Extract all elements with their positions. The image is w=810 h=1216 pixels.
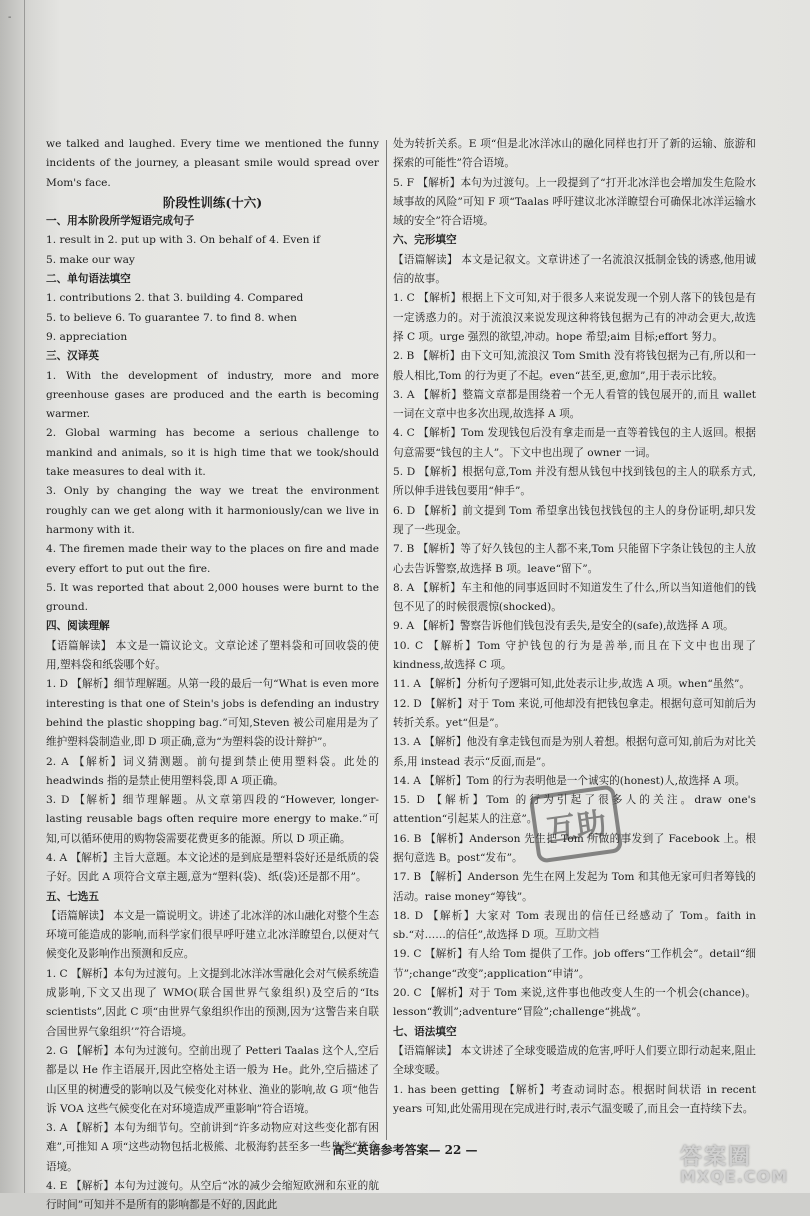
answer-line: 1. result in 2. put up with 3. On behalf of 4. Even if: [46, 234, 321, 247]
answer-item: 1. With the development of industry, more and more greenhouse gases are produced and the earth is becoming warmer.: [46, 369, 379, 421]
answer-item: 16. B 【解析】Anderson 先生把 Tom 所做的事发到了 Facebook 上。根据句意选 B。post“发布”。: [393, 832, 756, 864]
column-divider: [386, 140, 387, 1140]
answer-item: 4. C 【解析】Tom 发现钱包后没有拿走而是一直等着钱包的主人返回。根据句意需要“钱包的主人”。下文中也出现了 owner 一词。: [393, 427, 756, 459]
section-heading-grammar: 二、单句语法填空: [46, 273, 131, 286]
answer-continued: 处为转折关系。E 项“但是北冰洋冰山的融化同样也打开了新的运输、旅游和探索的可能性”符合语境。: [393, 138, 756, 170]
answer-item: 2. B 【解析】由下文可知,流浪汉 Tom Smith 没有将钱包据为己有,所以和一般人相比,Tom 的行为更了不起。even“甚至,更,愈加”,用于表示比较。: [393, 350, 756, 382]
section-title: 阶段性训练(十六): [162, 194, 263, 210]
answer-item: 5. F 【解析】本句为过渡句。上一段提到了“打开北冰洋也会增加发生危险水域事故的风险”可知 F 项“Taalas 呼吁建议北冰洋瞭望台可确保北冰洋运输水域的安全”符合语境。: [393, 176, 756, 228]
answer-item: 13. A 【解析】他没有拿走钱包而是为别人着想。根据句意可知,前后为对比关系,用 instead 表示“反面,而是”。: [393, 736, 757, 768]
section-heading-reading: 四、阅读理解: [46, 620, 110, 633]
answer-item: 4. A 【解析】主旨大意题。本文论述的是到底是塑料袋好还是纸质的袋子好。因此 A 项符合文章主题,意为“塑料(袋)、纸(袋)还是都不用”。: [46, 851, 379, 884]
answer-item: 6. D 【解析】前文提到 Tom 希望拿出钱包找钱包的主人的身份证明,却只发现了一些现金。: [393, 504, 756, 536]
watermark-title: 答案圈: [680, 1145, 753, 1170]
answer-item: 14. A 【解析】Tom 的行为表明他是一个诚实的(honest)人,故选择 A 项。: [393, 774, 746, 787]
intro-text: we talked and laughed. Every time we mentioned the funny incidents of the journey, a pleasant smile would spread over Mom's face.: [46, 138, 379, 189]
passage-note: 【语篇解读】 本文是记叙文。文章讲述了一名流浪汉抵制金钱的诱惑,他用诚信的故事。: [393, 253, 756, 286]
answer-item: 18. D 【解析】大家对 Tom 表现出的信任已经感动了 Tom。faith in sb.“对……的信任”,故选择 D 项。: [393, 909, 756, 942]
answer-item: 4. E 【解析】本句为过渡句。从空后“冰的减少会缩短欧洲和东亚的航行时间”可知并不是所有的影响都是不好的,因此此: [46, 1180, 379, 1212]
answer-item: 3. Only by changing the way we treat the environment roughly can we get along with it harmoniously/can we live in harmony with it.: [46, 485, 379, 536]
answer-item: 8. A 【解析】车主和他的同事返回时不知道发生了什么,所以当知道他们的钱包不见了的时候很震惊(shocked)。: [393, 581, 756, 614]
section-heading-phrases: 一、用本阶段所学短语完成句子: [46, 215, 195, 228]
answer-item: 2. A 【解析】词义猜测题。前句提到禁止使用塑料袋。此处的 headwinds 指的是禁止使用塑料袋,即 A 项正确。: [46, 755, 379, 787]
section-heading-translation: 三、汉译英: [46, 350, 99, 363]
answer-item: 10. C 【解析】Tom 守护钱包的行为是善举,而且在下文中也出现了 kindness,故选择 C 项。: [393, 639, 756, 672]
answer-item: 9. A 【解析】警察告诉他们钱包没有丢失,是安全的(safe),故选择 A 项。: [393, 620, 734, 633]
answer-item: 1. has been getting 【解析】考查动词时态。根据时间状语 in recent years 可知,此处需用现在完成进行时,表示气温变暖了,而且会一直持续下去。: [393, 1083, 756, 1115]
answer-item: 1. C 【解析】本句为过渡句。上文提到北冰洋冰雪融化会对气候系统造成影响,下文又出现了 WMO(联合国世界气象组织)及空后的“Its scientists”,因此 C 项“由世界气象组织作出的预测,因为‘这警告来自联合国世界气象组织’”符合语境。: [46, 967, 379, 1038]
left-column: [46, 135, 379, 1216]
watermark-url: MXQE.COM: [680, 1167, 789, 1186]
answer-line: 5. make our way: [46, 253, 135, 266]
answer-item: 17. B 【解析】Anderson 先生在网上发起为 Tom 和其他无家可归者筹钱的活动。raise money“筹钱”。: [393, 871, 756, 903]
section-heading-cloze: 六、完形填空: [393, 234, 457, 247]
binding-line: [24, 0, 25, 1193]
answer-item: 3. A 【解析】整篇文章都是围绕着一个无人看管的钱包展开的,而且 wallet 一词在文章中也多次出现,故选择 A 项。: [393, 388, 756, 421]
answer-item: 7. B 【解析】等了好久钱包的主人都不来,Tom 只能留下字条让钱包的主人放心去告诉警察,故选择 B 项。leave“留下”。: [393, 543, 756, 575]
answer-line: 9. appreciation: [46, 330, 128, 343]
answer-item: 5. It was reported that about 2,000 houses were burnt to the ground.: [46, 581, 379, 614]
passage-note: 【语篇解读】 本文是一篇说明文。讲述了北冰洋的冰山融化对整个生态环境可能造成的影响,而科学家们很早呼吁建立北冰洋瞭望台,以便对气候变化及影响作出预测和反应。: [46, 909, 379, 961]
corner-mark: -: [8, 12, 12, 23]
passage-note: 【语篇解读】 本文讲述了全球变暖造成的危害,呼吁人们要立即行动起来,阻止全球变暖。: [393, 1044, 756, 1077]
passage-note: 【语篇解读】 本文是一篇议论文。文章论述了塑料袋和可回收袋的使用,塑料袋和纸袋哪个好。: [46, 639, 379, 672]
answer-item: 11. A 【解析】分析句子逻辑可知,此处表示让步,故选 A 项。when“虽然”。: [393, 678, 751, 691]
answer-item: 3. A 【解析】本句为细节句。空前讲到“许多动物应对这些变化都有困难”,可推知 A 项“这些动物包括北极熊、北极海豹甚至多一些鸟类”符合语境。: [46, 1122, 379, 1173]
answer-item: 2. Global warming has become a serious challenge to mankind and animals, so it is high time that we took/should take measures to deal with it.: [46, 427, 379, 479]
answer-item: 2. G 【解析】本句为过渡句。空前出现了 Petteri Taalas 这个人,空后都是以 He 作主语展开,因此空格处主语一般为 He。此外,空后描述了山区里的树遭受的影响以及气候变化对林业、渔业的影响,故 G 项“他告诉 VOA 这些气候变化在对环境造成严重影响”符合语境。: [46, 1044, 379, 1115]
answer-item: 20. C 【解析】对于 Tom 来说,这件事也他改变人生的一个机会(chance)。lesson“教训”;adventure“冒险”;challenge“挑战”。: [393, 987, 756, 1019]
right-column: [393, 135, 756, 1119]
answer-item: 5. D 【解析】根据句意,Tom 并没有想从钱包中找到钱包的主人的联系方式,所以伸手进钱包要用“伸手”。: [393, 466, 756, 498]
page-footer: 高二英语参考答案— 22 —: [332, 1143, 478, 1157]
answer-item: 19. C 【解析】有人给 Tom 提供了工作。job offers“工作机会”。detail“细节”;change“改变”;application“申请”。: [393, 948, 756, 980]
answer-item: 1. C 【解析】根据上下文可知,对于很多人来说发现一个别人落下的钱包是有一定诱惑力的。对于流浪汉来说发现这种将钱包据为己有的冲动会更大,故选择 C 项。urge 强烈的欲望,冲动。hope 希望;aim 目标;effort 努力。: [393, 292, 756, 343]
section-heading-grammar-fill: 七、语法填空: [393, 1025, 457, 1038]
answer-item: 1. D 【解析】细节理解题。从第一段的最后一句“What is even more interesting is that one of Stein's jobs is defending an industry behind the plastic shopping bag.”可知,Steven 被公司雇用是为了维护塑料袋制造业,即 D 项正确,意为“为塑料袋的设计辩护”。: [46, 678, 379, 749]
answer-item: 4. The firemen made their way to the places on fire and made every effort to put out the fire.: [46, 543, 379, 575]
stamp-logo: 互助: [529, 784, 624, 863]
answer-item: 15. D 【解析】Tom 的行为引起了很多人的关注。draw one's attention“引起某人的注意”。: [393, 794, 756, 826]
answer-item: 12. D 【解析】对于 Tom 来说,可他却没有把钱包拿走。根据句意可知前后为转折关系。yet“但是”。: [393, 697, 756, 729]
answer-line: 1. contributions 2. that 3. building 4. Compared: [46, 292, 304, 305]
answer-line: 5. to believe 6. To guarantee 7. to find 8. when: [46, 311, 297, 324]
stamp-subtext: 互助文档: [555, 927, 599, 940]
answer-item: 3. D 【解析】细节理解题。从文章第四段的“However, longer-lasting reusable bags often require more energy to make.”可知,可以循环使用的购物袋需要花费更多的能源。所以 D 项正确。: [46, 794, 379, 845]
section-heading-seven-five: 五、七选五: [46, 890, 99, 903]
watermark-logo: [680, 1140, 800, 1188]
